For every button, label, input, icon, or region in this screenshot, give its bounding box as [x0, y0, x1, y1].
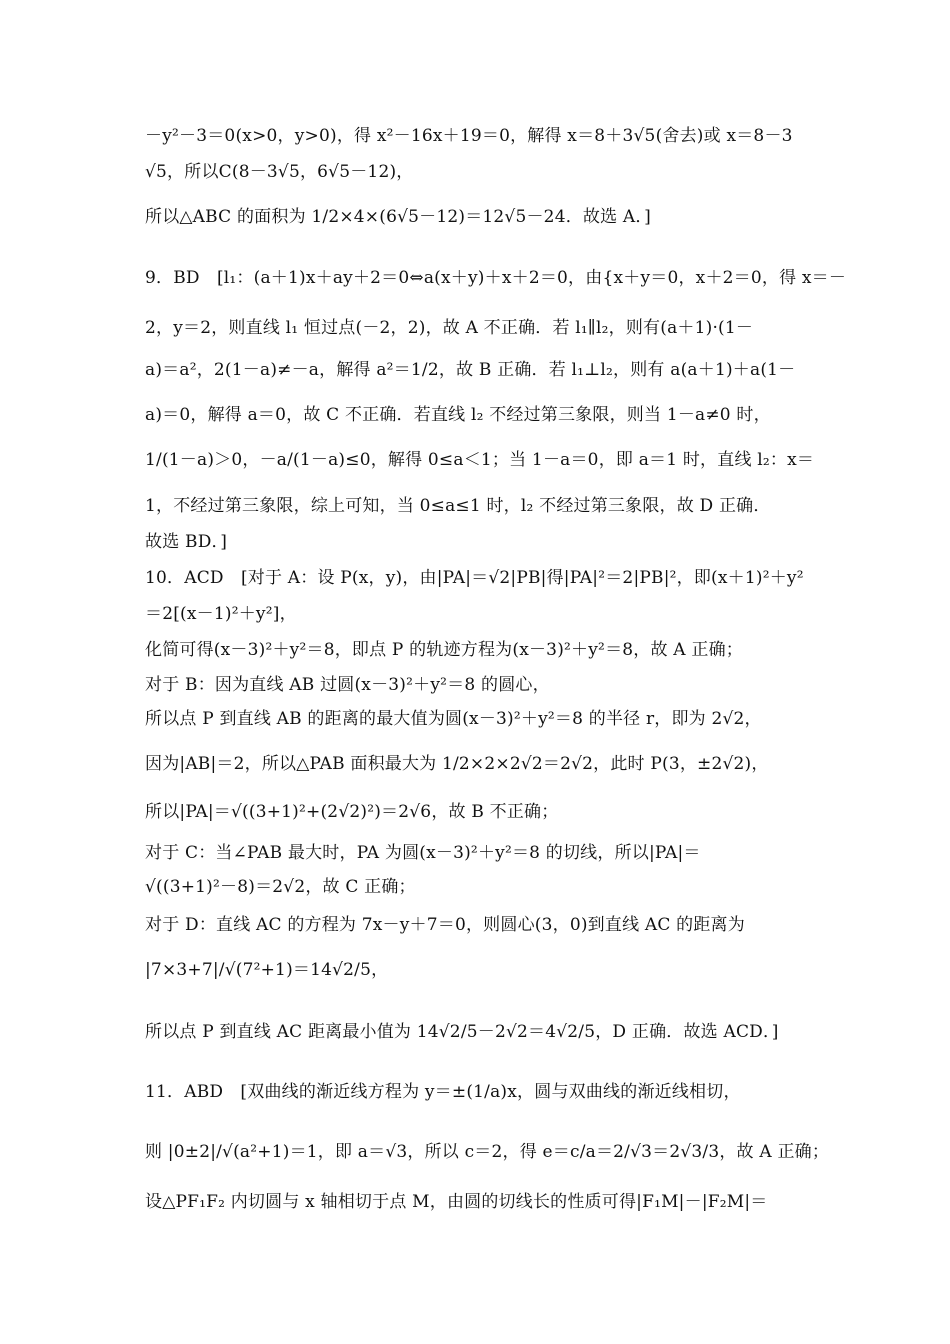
text-line: 所以△ABC 的面积为 1/2×4×(6√5－12)＝12√5－24．故选 A．] — [145, 207, 651, 227]
text-line: 对于 B：因为直线 AB 过圆(x－3)²＋y²＝8 的圆心， — [145, 675, 550, 695]
text-line: 因为|AB|＝2，所以△PAB 面积最大为 1/2×2×2√2＝2√2，此时 P(3，±2√2)， — [145, 754, 769, 774]
text-line: 化简可得(x－3)²＋y²＝8，即点 P 的轨迹方程为(x－3)²＋y²＝8，故 A 正确； — [145, 640, 743, 660]
text-line: 2，y＝2，则直线 l₁ 恒过点(－2，2)，故 A 不正确．若 l₁∥l₂，则有(a＋1)·(1－ — [145, 318, 754, 338]
text-line: 11．ABD [双曲线的渐近线方程为 y＝±(1/a)x，圆与双曲线的渐近线相切， — [145, 1082, 741, 1102]
text-line: 所以点 P 到直线 AB 的距离的最大值为圆(x－3)²＋y²＝8 的半径 r，即为 2√2， — [145, 709, 762, 729]
text-line: 对于 D：直线 AC 的方程为 7x－y＋7＝0，则圆心(3，0)到直线 AC 的距离为 — [145, 915, 745, 935]
text-line: ＝2[(x－1)²＋y²]， — [145, 604, 297, 624]
text-line: 则 |0±2|/√(a²+1)＝1，即 a＝√3，所以 c＝2，得 e＝c/a＝2/√3＝2√3/3，故 A 正确； — [145, 1142, 830, 1162]
text-line: √5，所以C(8－3√5，6√5－12)， — [145, 162, 414, 182]
text-line: 10．ACD [对于 A：设 P(x，y)，由|PA|＝√2|PB|得|PA|²＝2|PB|²，即(x＋1)²＋y² — [145, 568, 804, 588]
text-line: 9．BD [l₁：(a＋1)x＋ay＋2＝0⇔a(x＋y)＋x＋2＝0，由{x＋y＝0，x＋2＝0，得 x＝－ — [145, 268, 847, 288]
text-line: 所以点 P 到直线 AC 距离最小值为 14√2/5－2√2＝4√2/5，D 正确．故选 ACD．] — [145, 1022, 779, 1042]
text-line: －y²－3＝0(x>0，y>0)，得 x²－16x＋19＝0，解得 x＝8＋3√5(舍去)或 x＝8－3 — [145, 126, 793, 146]
text-line: √((3+1)²－8)＝2√2，故 C 正确； — [145, 877, 416, 897]
text-line: 1，不经过第三象限，综上可知，当 0≤a≤1 时，l₂ 不经过第三象限，故 D 正确． — [145, 496, 771, 516]
text-line: 所以|PA|＝√((3+1)²+(2√2)²)＝2√6，故 B 不正确； — [145, 802, 559, 822]
text-line: 对于 C：当∠PAB 最大时，PA 为圆(x－3)²＋y²＝8 的切线，所以|PA|＝ — [145, 843, 701, 863]
text-line: a)＝a²，2(1－a)≠－a，解得 a²＝1/2，故 B 正确．若 l₁⊥l₂，则有 a(a＋1)＋a(1－ — [145, 360, 796, 380]
text-line: 故选 BD．] — [145, 532, 228, 552]
text-line: 1/(1－a)＞0，－a/(1－a)≤0，解得 0≤a＜1；当 1－a＝0，即 a＝1 时，直线 l₂：x＝ — [145, 450, 815, 470]
text-line: 设△PF₁F₂ 内切圆与 x 轴相切于点 M，由圆的切线长的性质可得|F₁M|－|F₂M|＝ — [145, 1192, 768, 1212]
text-line: |7×3+7|/√(7²+1)＝14√2/5， — [145, 960, 389, 980]
text-line: a)＝0，解得 a＝0，故 C 不正确．若直线 l₂ 不经过第三象限，则当 1－a≠0 时， — [145, 405, 771, 425]
